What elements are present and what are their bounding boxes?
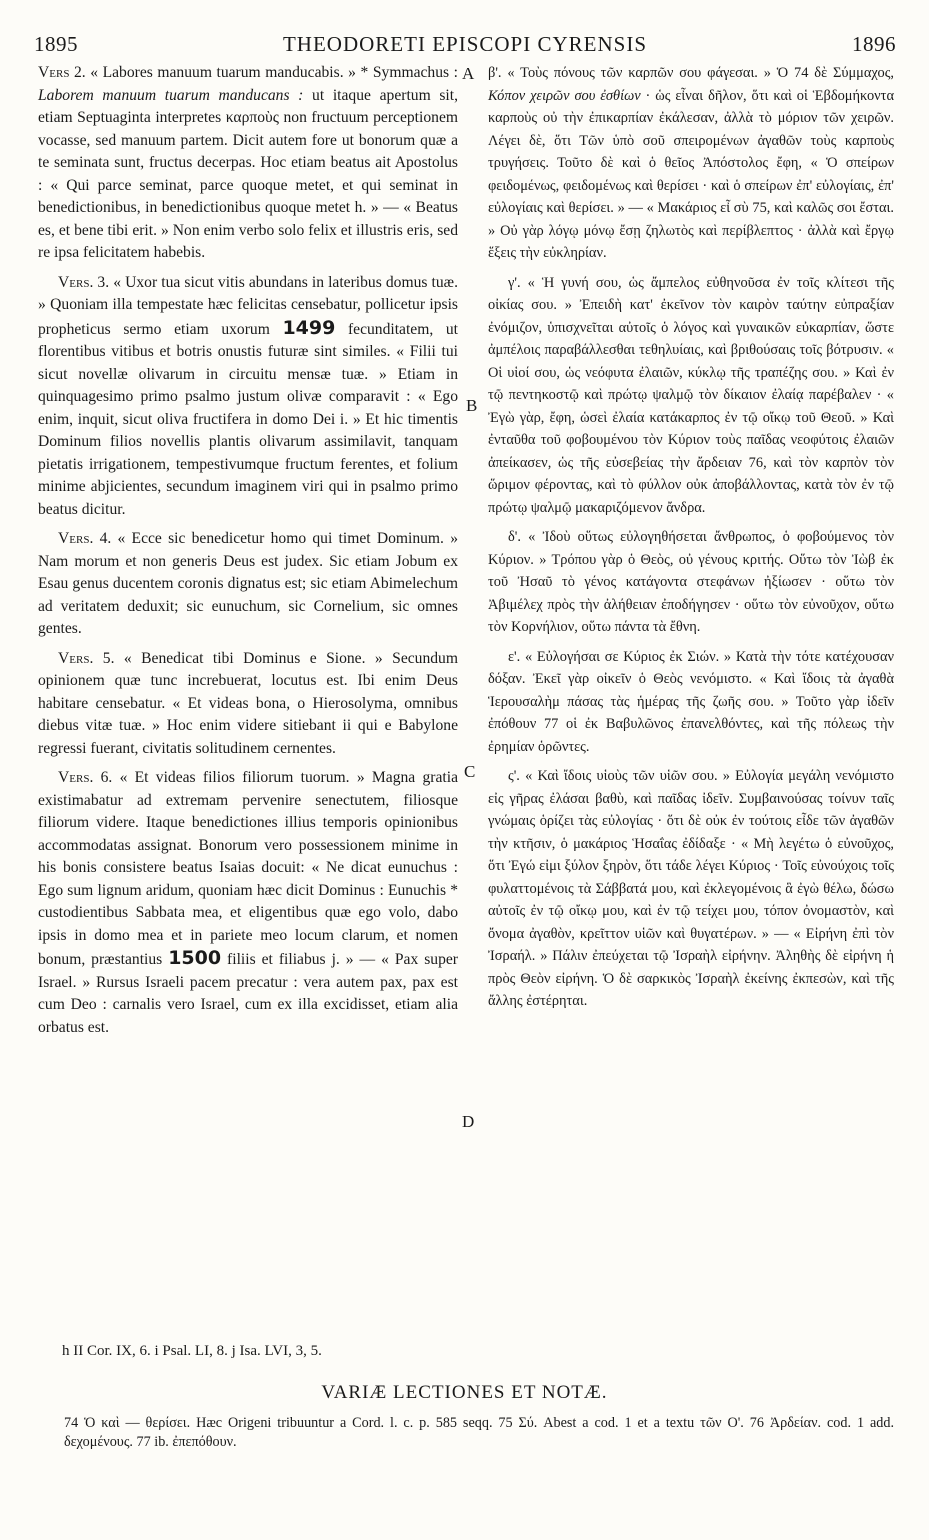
latin-verse-2 bbox=[38, 62, 458, 265]
latin-text: . 6. « Et videas filios filiorum tuorum. » Magna gratia existimabatur ad extremam pervenire senectutem, filiosque filiorum videre. Itaque benedictiones illius temporis opinionibus accommodatas assignat. Bonorum vero possessionem minime in his bonis consistere beatus Isaias docuit: « Ne dicat eunuchus : Ego sum lignum aridum, quoniam hæc dicit Dominus : Eunuchis * custodientibus Sabbata mea, et eligentibus quæ ego volo, dabo ipsis in domo mea et in pariete meo locum clarum, et nomen bonum, præstantius bbox=[38, 769, 458, 968]
latin-text: ut itaque apertum sit, etiam Septuaginta interpretes καρποὺς non fructuum perceptionem vocasse, sed manuum partem. Dicit autem fore ut bonorum quæ a te seminata sunt, fructus decerpas. Hoc etiam beatus ait Apostolus : « Qui parce seminat, parce quoque metet, et qui seminat in benedictionibus, in benedictionibus quoque metet h. » — « Beatus es, et bene tibi erit. » Non enim verbo solo felix et illustris eris, sed re ipsa felicitatem habebis. bbox=[38, 86, 458, 261]
margin-letter-b: B bbox=[466, 396, 478, 415]
latin-column bbox=[38, 62, 458, 1046]
latin-text: fecunditatem, ut florentibus vitibus et botris onustis futuræ sint similes. « Filii tui sicut novellæ olivarum in circuitu mensæ tuæ. » Etiam in quinquagesimo primo psalmo justum olivæ comparavit : « Ego enim, inquit, sicut oliva fructifera in domo Dei i. » Et hic timentis Dominum filios novellis plantis olivarum assimilavit, tanquam pietatis irrigationem, tempestivumque fructum ferentes, et folium minime abjicientes, secundum imaginem viri qui in psalmo primo beatus dicitur. bbox=[38, 320, 458, 518]
page-header bbox=[34, 32, 896, 58]
margin-letter-c: C bbox=[464, 762, 476, 781]
greek-verse-2 bbox=[488, 62, 894, 265]
latin-text: 2. « Labores manuum tuarum manducabis. » * Symmachus : bbox=[74, 64, 458, 81]
greek-column bbox=[488, 62, 894, 1020]
running-title: THEODORETI EPISCOPI CYRENSIS bbox=[282, 32, 648, 56]
latin-verse-5 bbox=[38, 648, 458, 761]
latin-text: . 4. « Ecce sic benedicetur homo qui timet Dominum. » Nam morum et non generis Deus est judex. Sic etiam Jobum ex Esau genus ducentem coronis dignatus est; sic etiam Abimelechum ad veritatem deduxit; sic eunuchum, sic Cornelium, sic omnes gentes. bbox=[38, 530, 458, 637]
column-number: 1499 bbox=[282, 316, 336, 339]
verse-label: Vers bbox=[58, 273, 90, 291]
verse-label: Vers bbox=[38, 64, 70, 81]
greek-text: · ὡς εἶναι δῆλον, ὅτι καὶ οἱ Ἑβδομήκοντα καρποὺς οὐ τὴν ἐπικαρπίαν ἐκάλεσαν, ἀλλὰ τὸ μόριον τῶν χειρῶν. Λέγει δὲ, ὅτι Τῶν ὑπὸ σοῦ σπειρομένων ἀγαθῶν τοὺς καρποὺς τρυγήσεις. Τοῦτο δὲ καὶ ὁ θεῖος Ἀπόστολος ἔφη, « Ὁ σπείρων φειδομένως, φειδομένως καὶ θερίσει · καὶ ὁ σπείρων ἐπ' εὐλογίαις, ἐπ' εὐλογίαις καὶ θερίσει. » — « Μακάριος εἶ σὺ 75, καὶ καλῶς σοι ἔσται. » Οὐ γὰρ λόγῳ μόνῳ ἔσῃ ζηλωτὸς καὶ περίβλεπτος · ἀλλὰ καὶ ἔργῳ ἕξεις τὴν εὐκληρίαν. bbox=[488, 87, 894, 261]
scripture-footnotes: h II Cor. IX, 6. i Psal. LI, 8. j Isa. LVI, 3, 5. bbox=[62, 1343, 322, 1359]
margin-letter-d: D bbox=[462, 1112, 475, 1131]
greek-italic: Κόπον χειρῶν σου ἐσθίων bbox=[488, 87, 641, 104]
latin-verse-3 bbox=[38, 272, 458, 522]
latin-verse-6 bbox=[38, 767, 458, 1039]
greek-verse-6: ς'. « Καὶ ἴδοις υἱοὺς τῶν υἱῶν σου. » Εὐλογία μεγάλη νενόμιστο εἰς γῆρας ἐλάσαι βαθὺ, καὶ παῖδας ἰδεῖν. Συμβαινούσας τοίνυν ταῖς γνώμαις ὁρίζει τὰς εὐλογίας · ὅτι δὲ οὐκ ἐν τούτοις εἶδε τῶν ἀγαθῶν τὴν κτῆσιν, ὁ μακάριος Ἡσαΐας ἐδίδαξε · « Μὴ λεγέτω ὁ εὐνοῦχος, ὅτι Ἐγώ εἰμι ξύλον ξηρὸν, ὅτι τάδε λέγει Κύριος · Τοῖς εὐνούχοις τοῖς φυλαττομένοις τὰ Σάββατά μου, καὶ ἐκλεγομένοις ἃ ἐγὼ θέλω, δώσω αὐτοῖς ἐν τῷ οἴκῳ μου, καὶ ἐν τῷ τείχει μου, τόπον ὀνομαστὸν, καὶ ὄνομα ἀγαθὸν, κρεῖττον υἱῶν καὶ θυγατέρων. » — « Εἰρήνη ἐπὶ τὸν Ἰσραήλ. » Πάλιν ἐπεύχεται τῷ Ἰσραὴλ εἰρήνην. Ἀληθὴς δὲ εἰρήνη ἡ πρὸς Θεὸν εἰρήνη. Ὁ δὲ σαρκικὸς Ἰσραὴλ ἐκείνης ἐκπεσὼν, καὶ τῆς ἄλλης ἐστέρηται. bbox=[488, 768, 894, 1009]
margin-letter-a: A bbox=[462, 64, 475, 83]
latin-italic: Laborem manuum tuarum manducans : bbox=[38, 86, 304, 104]
notes-title: VARIÆ LECTIONES ET NOTÆ. bbox=[321, 1382, 608, 1403]
variant-notes: 74 Ὁ καὶ — θερίσει. Hæc Origeni tribuuntur a Cord. l. c. p. 585 seqq. 75 Σύ. Abest a cod. 1 et a textu τῶν O'. 76 Ἀρδείαν. cod. 1 add. δεχομένους. 77 ib. ἐπεπόθουν. bbox=[64, 1415, 894, 1450]
verse-label: Vers bbox=[58, 649, 90, 667]
page-number-left: 1895 bbox=[34, 32, 78, 56]
page-number-right: 1896 bbox=[852, 32, 896, 56]
latin-text: . 3. « Uxor tua sicut vitis abundans in lateribus domus tuæ. » Quoniam illa tempestate hæc felicitas censebatur, pollicetur ipsis propheticus sermo etiam uxorum bbox=[38, 273, 458, 338]
verse-label: Vers bbox=[58, 530, 90, 547]
latin-text: filiis et filiabus j. » — « Pax super Israel. » Rursus Israeli pacem precatur : vera autem pax, pax est cum Deo : carnalis vero Israel, cum ex illa excidisset, etiam alia orbatus est. bbox=[38, 951, 458, 1036]
greek-verse-4: δ'. « Ἰδοὺ οὕτως εὐλογηθήσεται ἄνθρωπος, ὁ φοβούμενος τὸν Κύριον. » Τρόπου γὰρ ὁ Θεὸς, οὐ γένους κριτής. Οὕτω τὸν Ἰὼβ ἐκ τοῦ Ἠσαῦ τὸ γένος κατάγοντα στεφάνων ἠξίωσεν · οὕτω τὸν Ἀβιμέλεχ πρὸς τὴν ἀλήθειαν ἐποδήγησεν · οὕτω τὸν εὐνοῦχον, οὕτω τὸν Κορνήλιον, οὕτω πάντα τὰ ἔθνη. bbox=[488, 529, 894, 635]
latin-text: . 5. « Benedicat tibi Dominus e Sione. » Secundum opinionem quæ tunc increbuerat, locutus est. Ibi enim Deus habitare censebatur. « Et videas bona, o Hierosolyma, omnibus diebus vitæ tuæ. » Hoc enim videre sitiebant ii qui e Babylone regressi fuerant, civitatis solitudinem cernentes. bbox=[38, 649, 458, 757]
latin-verse-4 bbox=[38, 528, 458, 641]
greek-verse-5: ε'. « Εὐλογήσαι σε Κύριος ἐκ Σιών. » Κατὰ τὴν τότε κατέχουσαν δόξαν. Ἐκεῖ γὰρ οἰκεῖν ὁ Θεὸς νενόμιστο. « Καὶ ἴδοις τὰ ἀγαθὰ Ἱερουσαλὴμ πάσας τὰς ἡμέρας τῆς ζωῆς σου. » Τοῦτο γὰρ ἰδεῖν ἐπόθουν 77 οἱ ἐκ Βαβυλῶνος ἐπανελθόντες, καὶ τῆς πόλεως τὴν ἐρημίαν ὁρῶντες. bbox=[488, 648, 894, 755]
column-number: 1500 bbox=[168, 947, 222, 969]
greek-text: β'. « Τοὺς πόνους τῶν καρπῶν σου φάγεσαι. » Ὁ 74 δὲ Σύμμαχος, bbox=[488, 65, 894, 81]
greek-verse-3: γ'. « Ἡ γυνή σου, ὡς ἄμπελος εὐθηνοῦσα ἐν τοῖς κλίτεσι τῆς οἰκίας σου. » Ἐπειδὴ κατ' ἐκεῖνον τὸν καιρὸν ταύτην εὐπραξίαν ἐνόμιζον, ὑπισχνεῖται αὐτοῖς ὁ λόγος καὶ γυναικῶν εὐκαρπίαν, ὥστε ἀμπέλοις παραβάλλεσθαι τεθηλυίαις, καὶ βριθούσαις τοῖς βότρυσιν. « Οἱ υἱοί σου, ὡς νεόφυτα ἐλαιῶν, κύκλῳ τῆς τραπέζης σου. » Καὶ ἐν τῷ πεντηκοστῷ καὶ πρώτῳ ψαλμῷ τὸν δίκαιον ἐλαίᾳ παρέβαλεν · « Ἐγὼ γὰρ, ἔφη, ὡσεὶ ἐλαία κατάκαρπος ἐν τῷ οἴκῳ τοῦ Θεοῦ. » Καὶ ἐνταῦθα τοῦ φοβουμένου τὸν Κύριον τοὺς παῖδας νεοφύτοις ἐλαιῶν ἀπείκασεν, ὡς τῆς εὐσεβείας τὴν ἄρδειαν 76, καὶ τὸν καρπὸν τὸν ὥριμον φέροντας, καὶ τὸ φύλλον οὐκ ἀποβάλλοντας, κατὰ τὸν ἐν τῷ πρώτῳ ψαλμῷ μακαριζόμενον ἄνδρα. bbox=[488, 274, 894, 516]
verse-label: Vers bbox=[58, 769, 90, 786]
